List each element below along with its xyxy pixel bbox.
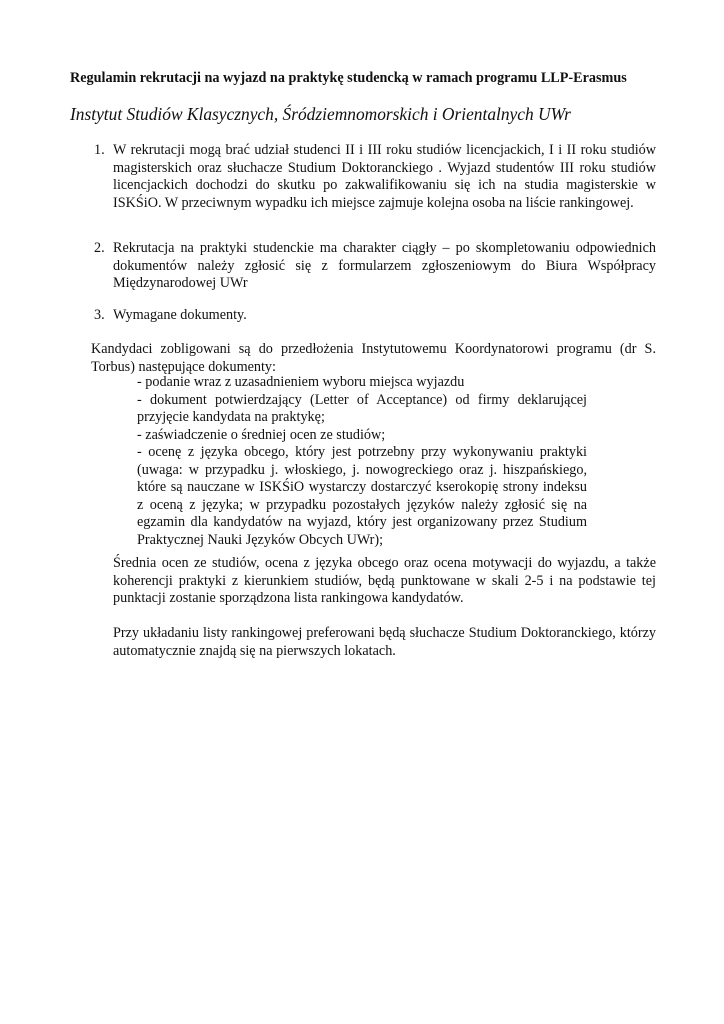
document-item: - dokument potwierdzający (Letter of Acceptance) od firmy deklarującej przyjęcie kandydata na praktykę; — [137, 391, 587, 425]
rule-number: 2. — [94, 240, 105, 256]
preference-paragraph: Przy układaniu listy rankingowej preferowani będą słuchacze Studium Doktoranckiego, którzy automatycznie znajdą się na pierwszych lokatach. — [113, 625, 656, 659]
document-title: Regulamin rekrutacji na wyjazd na praktykę studencką w ramach programu LLP-Erasmus — [70, 70, 627, 86]
rule-item-1 — [90, 142, 656, 212]
rule-text: Rekrutacja na praktyki studenckie ma charakter ciągły – po skompletowaniu odpowiednich dokumentów należy zgłosić się z formularzem zgłoszeniowym do Biura Współpracy Międzynarodowej UWr — [113, 240, 656, 291]
required-documents-list — [137, 374, 587, 549]
rule-item-3 — [90, 307, 656, 325]
rule-item-2 — [90, 240, 656, 293]
rule-number: 1. — [94, 142, 105, 158]
rule-text: Wymagane dokumenty. — [113, 307, 247, 323]
rule-text: W rekrutacji mogą brać udział studenci II i III roku studiów licencjackich, I i II roku studiów magisterskich oraz słuchacze Studium Doktoranckiego . Wyjazd studentów III roku studiów licencjackich dochodzi do skutku po zakwalifikowaniu się ich na studia magisterskie w ISKŚiO. W przeciwnym wypadku ich miejsce zajmuje kolejna osoba na liście rankingowej. — [113, 142, 656, 211]
document-item: - podanie wraz z uzasadnieniem wyboru miejsca wyjazdu — [137, 374, 465, 390]
documents-intro-paragraph: Kandydaci zobligowani są do przedłożenia Instytutowemu Koordynatorowi programu (dr S. Torbus) następujące dokumenty: — [91, 341, 656, 375]
grading-paragraph: Średnia ocen ze studiów, ocena z języka obcego oraz ocena motywacji do wyjazdu, a także koherencji praktyki z kierunkiem studiów, będą punktowane w skali 2-5 i na podstawie tej punktacji zostanie sporządzona lista rankingowa kandydatów. — [113, 555, 656, 606]
document-item: - ocenę z języka obcego, który jest potrzebny przy wykonywaniu praktyki (uwaga: w przypadku j. włoskiego, j. nowogreckiego oraz j. hiszpańskiego, które są nauczane w ISKŚiO wystarczy dostarczyć kserokopię strony indeksu z oceną z języka; w przypadku pozostałych języków należy zgłosić się na egzamin dla kandydatów na wyjazd, który jest organizowany przez Studium Praktycznej Nauki Języków Obcych UWr); — [137, 444, 587, 548]
rule-number: 3. — [94, 307, 105, 323]
document-item: - zaświadczenie o średniej ocen ze studiów; — [137, 426, 386, 443]
institute-subtitle: Instytut Studiów Klasycznych, Śródziemnomorskich i Orientalnych UWr — [70, 104, 571, 124]
